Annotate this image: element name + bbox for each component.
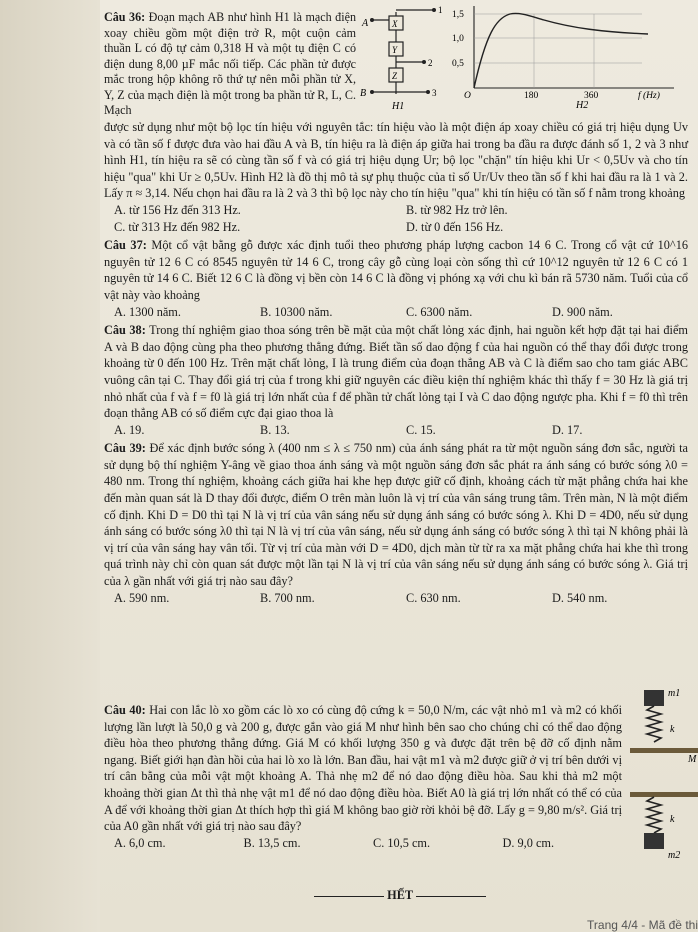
q39-options <box>104 590 688 607</box>
q38-option-b[interactable]: B. 13. <box>260 422 290 437</box>
h2-ytick-2: 1,0 <box>452 34 464 44</box>
fig-label-k-bottom: k <box>670 814 675 825</box>
q38-body: Trong thí nghiệm giao thoa sóng trên bề mặt của một chất lỏng xác định, hai nguồn kết hợp đặt tại hai điểm A và B dao động cùng pha theo phương thẳng đứng. Biết tần số dao động f của hai nguồn có thể thay đổi được trong khoảng từ 0 đến 100 Hz. Trên mặt chất lỏng, I là trung điểm của đoạn thẳng AB và C là điểm sao cho tam giác ABC vuông cân tại C. Thay đổi giá trị của f trong khi giữ nguyên các điều kiện thí nghiệm khác thì thấy f = 30 Hz là giá trị nhỏ nhất của f và f = f0 là giá trị lớn nhất của f để phần tử chất lỏng tại I và C dao động ngược pha. Khi f = f0 thì trên đoạn thẳng AB có số điểm cực đại giao thoa là <box>104 323 688 421</box>
q39-body: Để xác định bước sóng λ (400 nm ≤ λ ≤ 750 nm) của ánh sáng phát ra từ một nguồn sáng đơn sắc, người ta sử dụng bộ thí nghiệm Y-âng về giao thoa ánh sáng và một nguồn sáng đơn sắc phát ra ánh sáng có bước sóng λ0 = 480 nm. Trong thí nghiệm, khoảng cách giữa hai khe hẹp được giữ cố định, khoảng cách từ mặt phẳng chứa hai khe đến màn quan sát là D thay đổi được, điểm O trên màn luôn là vị trí của vân sáng trung tâm. Trên màn, N là một điểm cố định. Khi D = D0 thì tại N là vị trí của vân sáng nếu sử dụng ánh sáng có bước sóng λ. Khi D = 4D0, nếu sử dụng ánh sáng có bước sóng λ0 thì tại N là vị trí của vân sáng, nếu sử dụng ánh sáng có bước sóng λ thì tại N không phải là vị trí của vân sáng hay vân tối. Từ vị trí của màn với D = 4D0, dịch màn từ từ ra xa mặt phẳng chứa hai khe thì trong quá trình này chỉ còn quan sát được một lần tại N là vị trí của vân sáng nếu sử dụng ánh sáng có bước sóng λ. Giá trị của λ gần nhất với giá trị nào sau đây? <box>104 441 689 589</box>
h2-xtick-180: 180 <box>524 91 539 101</box>
h2-xlabel: f (Hz) <box>638 91 660 101</box>
q36-option-b[interactable]: B. từ 982 Hz trở lên. <box>406 202 508 217</box>
q36-left-text <box>104 10 356 117</box>
q39-paragraph <box>104 440 688 589</box>
q39-option-b[interactable]: B. 700 nm. <box>260 590 315 605</box>
q39-option-d[interactable]: D. 540 nm. <box>552 590 608 605</box>
h2-ytick-3: 0,5 <box>452 59 464 69</box>
q38-option-c[interactable]: C. 15. <box>406 422 436 437</box>
q38-option-a[interactable]: A. 19. <box>114 422 145 437</box>
q36-option-d[interactable]: D. từ 0 đến 156 Hz. <box>406 219 504 234</box>
q36-option-a[interactable]: A. từ 156 Hz đến 313 Hz. <box>114 202 241 217</box>
q39-option-a[interactable]: A. 590 nm. <box>114 590 170 605</box>
h1-terminal-1: 1 <box>438 6 443 15</box>
q37-body: Một cổ vật bằng gỗ được xác định tuổi theo phương pháp lượng cacbon 14 6 C. Trong cổ vật cứ 10^16 nguyên tử 12 6 C có 8545 nguyên tử 14 6 C, trong cây gỗ cùng loại còn sống thì cứ 10^12 nguyên tử 12 6 C có 1 nguyên tử 14 6 C. Biết 12 6 C là đồng vị bền còn 14 6 C là đồng vị phóng xạ với chu kì bán rã 5730 năm. Tuổi của cổ vật này vào khoảng <box>104 238 688 302</box>
q37-head: Câu 37: <box>104 238 147 253</box>
q37-paragraph <box>104 237 688 303</box>
fig-label-m1: m1 <box>668 688 681 699</box>
q36-options-row1 <box>104 202 688 219</box>
q36-body-block <box>104 119 688 606</box>
h1-box-y: Y <box>392 45 398 55</box>
h1-label-b: B <box>360 88 367 99</box>
h1-terminal-2: 2 <box>428 58 433 68</box>
circuit-h1-figure <box>358 6 448 110</box>
frame-m-bottom <box>630 792 698 797</box>
h1-label-a: A <box>362 18 369 29</box>
q37-option-a[interactable]: A. 1300 năm. <box>114 304 181 319</box>
q40-body: Hai con lắc lò xo gồm các lò xo có cùng độ cứng k = 50,0 N/m, các vật nhỏ m1 và m2 có khối lượng lần lượt là 50,0 g và 200 g, được gắn vào giá M như hình bên sao cho chúng chỉ có thể dao động điều hòa theo phương thẳng đứng. Giá M có khối lượng 350 g và được đặt trên bệ đỡ cố định nằm ngang. Biết giới hạn đàn hồi của hai lò xo là lớn. Ban đầu, hai vật m1 và m2 được giữ ở vị trí bên dưới vị trí cân bằng của mỗi vật một khoảng A. Thả nhẹ m2 để nó dao động điều hòa. Sau khi thả m2 một khoảng thời gian Δt thì thả nhẹ vật m1 để nó dao động điều hòa. Biết A0 là giá trị lớn nhất có thể có của A để với khoảng thời gian Δt thích hợp thì giá M không bao giờ rời khỏi bệ đỡ. Lấy g = 9,80 m/s². Giá trị của A0 gần nhất với giá trị nào sau đây? <box>104 703 622 834</box>
q36-left-line: điện là một trong ba phần tử R, L, C. Mạch <box>104 87 356 117</box>
q39-head: Câu 39: <box>104 441 146 456</box>
spring-bottom <box>647 797 661 833</box>
q36-options-row2 <box>104 219 688 236</box>
q40-option-d[interactable]: D. 9,0 cm. <box>502 835 555 850</box>
q37-option-c[interactable]: C. 6300 năm. <box>406 304 473 319</box>
q36-left-line: một tụ điện C có điện dung 8,00 µF mắc nối <box>104 41 357 71</box>
end-marker <box>250 888 550 903</box>
q38-option-d[interactable]: D. 17. <box>552 422 583 437</box>
q37-option-b[interactable]: B. 10300 năm. <box>260 304 333 319</box>
q36-left-line: rõ thứ tự nên mỗi phần tử X, Y, Z của mạch <box>104 72 356 102</box>
frame-m-top <box>630 748 698 753</box>
h2-origin: O <box>464 91 471 101</box>
mass-m2 <box>644 833 664 849</box>
h1-caption: H1 <box>392 101 405 110</box>
end-text: HẾT <box>387 888 413 902</box>
fig-label-m: M <box>688 754 697 765</box>
q40-options <box>104 835 622 852</box>
q40-paragraph <box>104 702 622 835</box>
q40-block <box>104 702 622 851</box>
q36-left-line: điện xoay chiều gồm một điện trở R, một <box>104 10 356 40</box>
q40-option-b[interactable]: B. 13,5 cm. <box>243 835 301 850</box>
q40-head: Câu 40: <box>104 703 146 717</box>
q36-intro <box>104 10 356 119</box>
h2-caption: H2 <box>576 100 589 108</box>
h2-xtick-360: 360 <box>584 91 599 101</box>
q38-head: Câu 38: <box>104 323 146 338</box>
spring-top <box>647 706 661 742</box>
h2-ytick-1: 1,5 <box>452 10 464 20</box>
page-footer: Trang 4/4 - Mã đề thi <box>587 918 698 932</box>
h1-box-x: X <box>392 19 398 29</box>
q36-left-line: cuộn cảm thuần L có độ tự cảm 0,318 H và <box>104 25 357 55</box>
q36-left-line: tiếp. Các phần tử được mắc trong hộp không <box>104 56 356 86</box>
q36-left-line: Đoạn mạch AB như hình H1 là mạch <box>148 10 332 24</box>
h1-terminal-3: 3 <box>432 88 437 98</box>
q36-body: được sử dụng như một bộ lọc tín hiệu với nguyên tắc: tín hiệu vào là một điện áp xoay chiều có giá trị hiệu dụng Uv và có tần số f được đưa vào hai đầu A và B, tín hiệu ra là điện áp giữa hai trong ba đầu ra được đánh số 1, 2 và 3 như hình H1, tín hiệu ra sẽ có cùng tần số f và có giá trị hiệu dụng Ur; bộ lọc "chặn" tín hiệu khi Ur < 0,5Uv và cho tín hiệu "qua" khi Ur ≥ 0,5Uv. Hình H2 là đồ thị mô tả sự phụ thuộc của tỉ số Ur/Uv theo tần số f khi hai đầu ra là 1 và 2. Lấy π ≈ 3,14. Nếu chọn hai đầu ra là 2 và 3 thì bộ lọc này cho tín hiệu "qua" khi tín hiệu có tần số f nằm trong khoảng <box>104 120 688 201</box>
q40-option-a[interactable]: A. 6,0 cm. <box>114 835 166 850</box>
page-shadow <box>0 0 100 932</box>
q37-options <box>104 304 688 321</box>
h1-box-z: Z <box>392 71 398 81</box>
q36-head: Câu 36: <box>104 10 146 24</box>
q38-options <box>104 422 688 439</box>
q36-option-c[interactable]: C. từ 313 Hz đến 982 Hz. <box>114 219 241 234</box>
graph-h2-figure <box>452 4 682 108</box>
q37-option-d[interactable]: D. 900 năm. <box>552 304 613 319</box>
mass-m1 <box>644 690 664 706</box>
q40-option-c[interactable]: C. 10,5 cm. <box>373 835 431 850</box>
q38-paragraph <box>104 322 688 422</box>
spring-figure <box>630 682 698 862</box>
q39-option-c[interactable]: C. 630 nm. <box>406 590 461 605</box>
fig-label-k-top: k <box>670 724 675 735</box>
fig-label-m2: m2 <box>668 850 681 861</box>
